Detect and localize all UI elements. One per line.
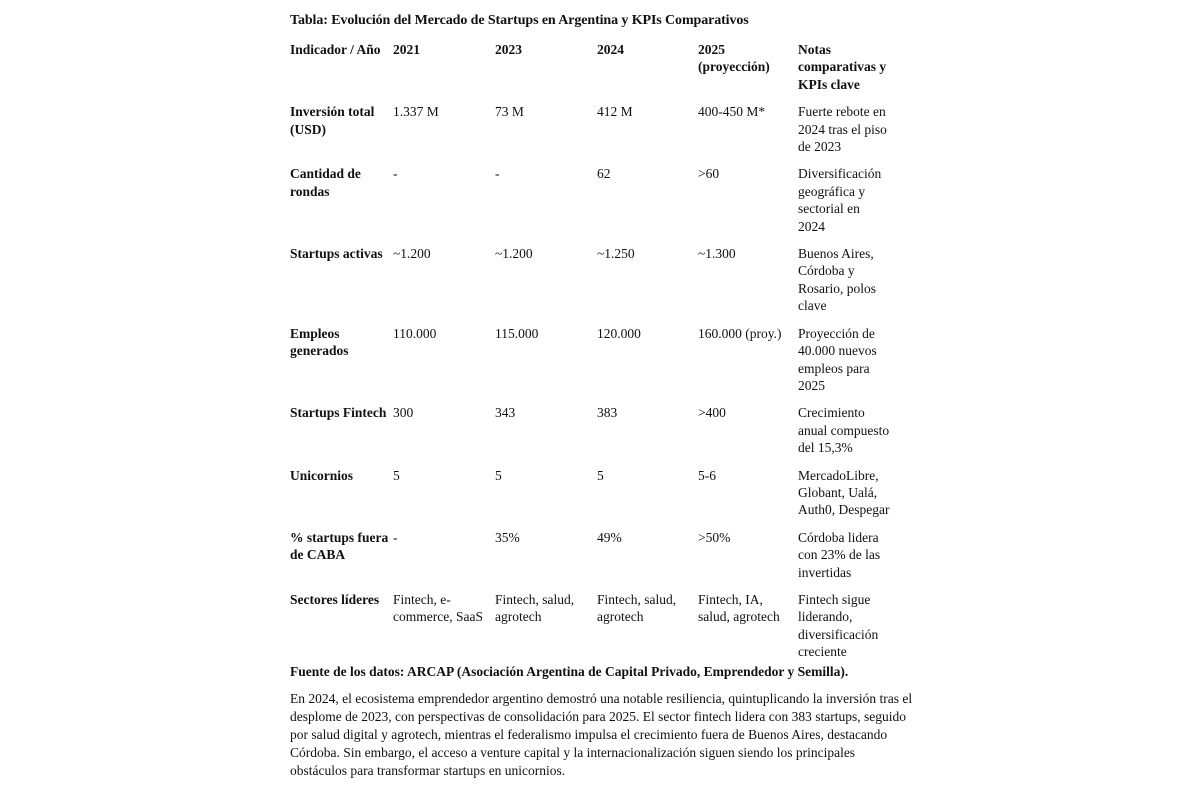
table-row	[290, 529, 894, 591]
cell-2025: 400-450 M*	[698, 104, 766, 120]
cell-2021: Fintech, e-commerce, SaaS	[393, 591, 483, 625]
data-source: Fuente de los datos: ARCAP (Asociación Argentina de Capital Privado, Emprendedor y Semilla).	[290, 663, 849, 679]
table-row	[290, 103, 894, 165]
cell-notes: Córdoba lidera con 23% de las invertidas	[798, 529, 881, 580]
summary-paragraph: En 2024, el ecosistema emprendedor argentino demostró una notable resiliencia, quintuplicando la inversión tras el desplome de 2023, con perspectivas de consolidación para 2025. El sector fintech lidera con 383 startups, seguido por salud digital y agrotech, mientras el federalismo impulsa el crecimiento fuera de Buenos Aires, destacando Córdoba. Sin embargo, el acceso a venture capital y la internacionalización siguen siendo los principales obstáculos para transformar startups en unicornios.	[290, 690, 913, 778]
cell-notes: Buenos Aires, Córdoba y Rosario, polos clave	[798, 246, 877, 314]
startups-kpi-table	[290, 41, 894, 663]
table-row	[290, 591, 894, 663]
cell-2025: >50%	[698, 529, 731, 545]
row-indicator: Cantidad de rondas	[290, 166, 361, 199]
row-indicator: Startups Fintech	[290, 405, 387, 421]
cell-2024: Fintech, salud, agrotech	[597, 591, 677, 625]
cell-notes: Crecimiento anual compuesto del 15,3%	[798, 405, 890, 456]
cell-2023: ~1.200	[495, 246, 533, 262]
cell-2021: 110.000	[393, 325, 437, 341]
cell-2021: 5	[393, 467, 400, 483]
header-2025: 2025 (proyección)	[698, 42, 770, 75]
cell-2021: -	[393, 166, 398, 182]
header-2024: 2024	[597, 42, 624, 57]
cell-2024: 49%	[597, 529, 622, 545]
row-indicator: Startups activas	[290, 246, 383, 262]
table-title: Tabla: Evolución del Mercado de Startups en Argentina y KPIs Comparativos	[290, 13, 749, 28]
cell-notes: Fintech sigue liderando, diversificación creciente	[798, 591, 879, 660]
row-indicator: Empleos generados	[290, 325, 349, 359]
cell-2021: ~1.200	[393, 246, 431, 262]
cell-2025: >60	[698, 166, 720, 182]
cell-2023: 343	[495, 405, 516, 421]
cell-2025: 160.000 (proy.)	[698, 325, 782, 341]
cell-notes: Diversificación geográfica y sectorial en 2024	[798, 166, 882, 234]
cell-2024: 62	[597, 166, 611, 182]
cell-2024: 383	[597, 405, 618, 421]
header-notes: Notas comparativas y KPIs clave	[798, 42, 887, 92]
cell-2021: 1.337 M	[393, 104, 439, 120]
cell-2025: 5-6	[698, 467, 716, 483]
cell-2024: ~1.250	[597, 246, 635, 262]
cell-notes: Proyección de 40.000 nuevos empleos para 2025	[798, 325, 877, 393]
cell-notes: Fuerte rebote en 2024 tras el piso de 2023	[798, 104, 887, 155]
cell-2025: Fintech, IA, salud, agrotech	[698, 591, 780, 625]
table-row	[290, 404, 894, 466]
header-indicator: Indicador / Año	[290, 42, 381, 57]
cell-2025: >400	[698, 405, 726, 421]
row-indicator: % startups fuera de CABA	[290, 529, 389, 563]
table-row	[290, 165, 894, 245]
cell-notes: MercadoLibre, Globant, Ualá, Auth0, Despegar	[798, 467, 890, 518]
cell-2021: 300	[393, 405, 414, 421]
cell-2023: 73 M	[495, 104, 524, 120]
cell-2024: 5	[597, 467, 604, 483]
table-row	[290, 245, 894, 325]
table-row	[290, 467, 894, 529]
cell-2023: 115.000	[495, 325, 539, 341]
cell-2024: 120.000	[597, 325, 641, 341]
cell-2024: 412 M	[597, 104, 633, 120]
cell-2023: 35%	[495, 529, 520, 545]
row-indicator: Sectores líderes	[290, 591, 380, 607]
document	[290, 12, 913, 780]
cell-2023: 5	[495, 467, 502, 483]
header-2021: 2021	[393, 42, 420, 57]
row-indicator: Unicornios	[290, 467, 354, 483]
row-indicator: Inversión total (USD)	[290, 104, 375, 137]
cell-2025: ~1.300	[698, 246, 736, 262]
table-header-row	[290, 41, 894, 103]
header-2023: 2023	[495, 42, 522, 57]
table-row	[290, 325, 894, 405]
cell-2023: Fintech, salud, agrotech	[495, 591, 575, 625]
cell-2021: -	[393, 529, 398, 545]
cell-2023: -	[495, 166, 500, 182]
